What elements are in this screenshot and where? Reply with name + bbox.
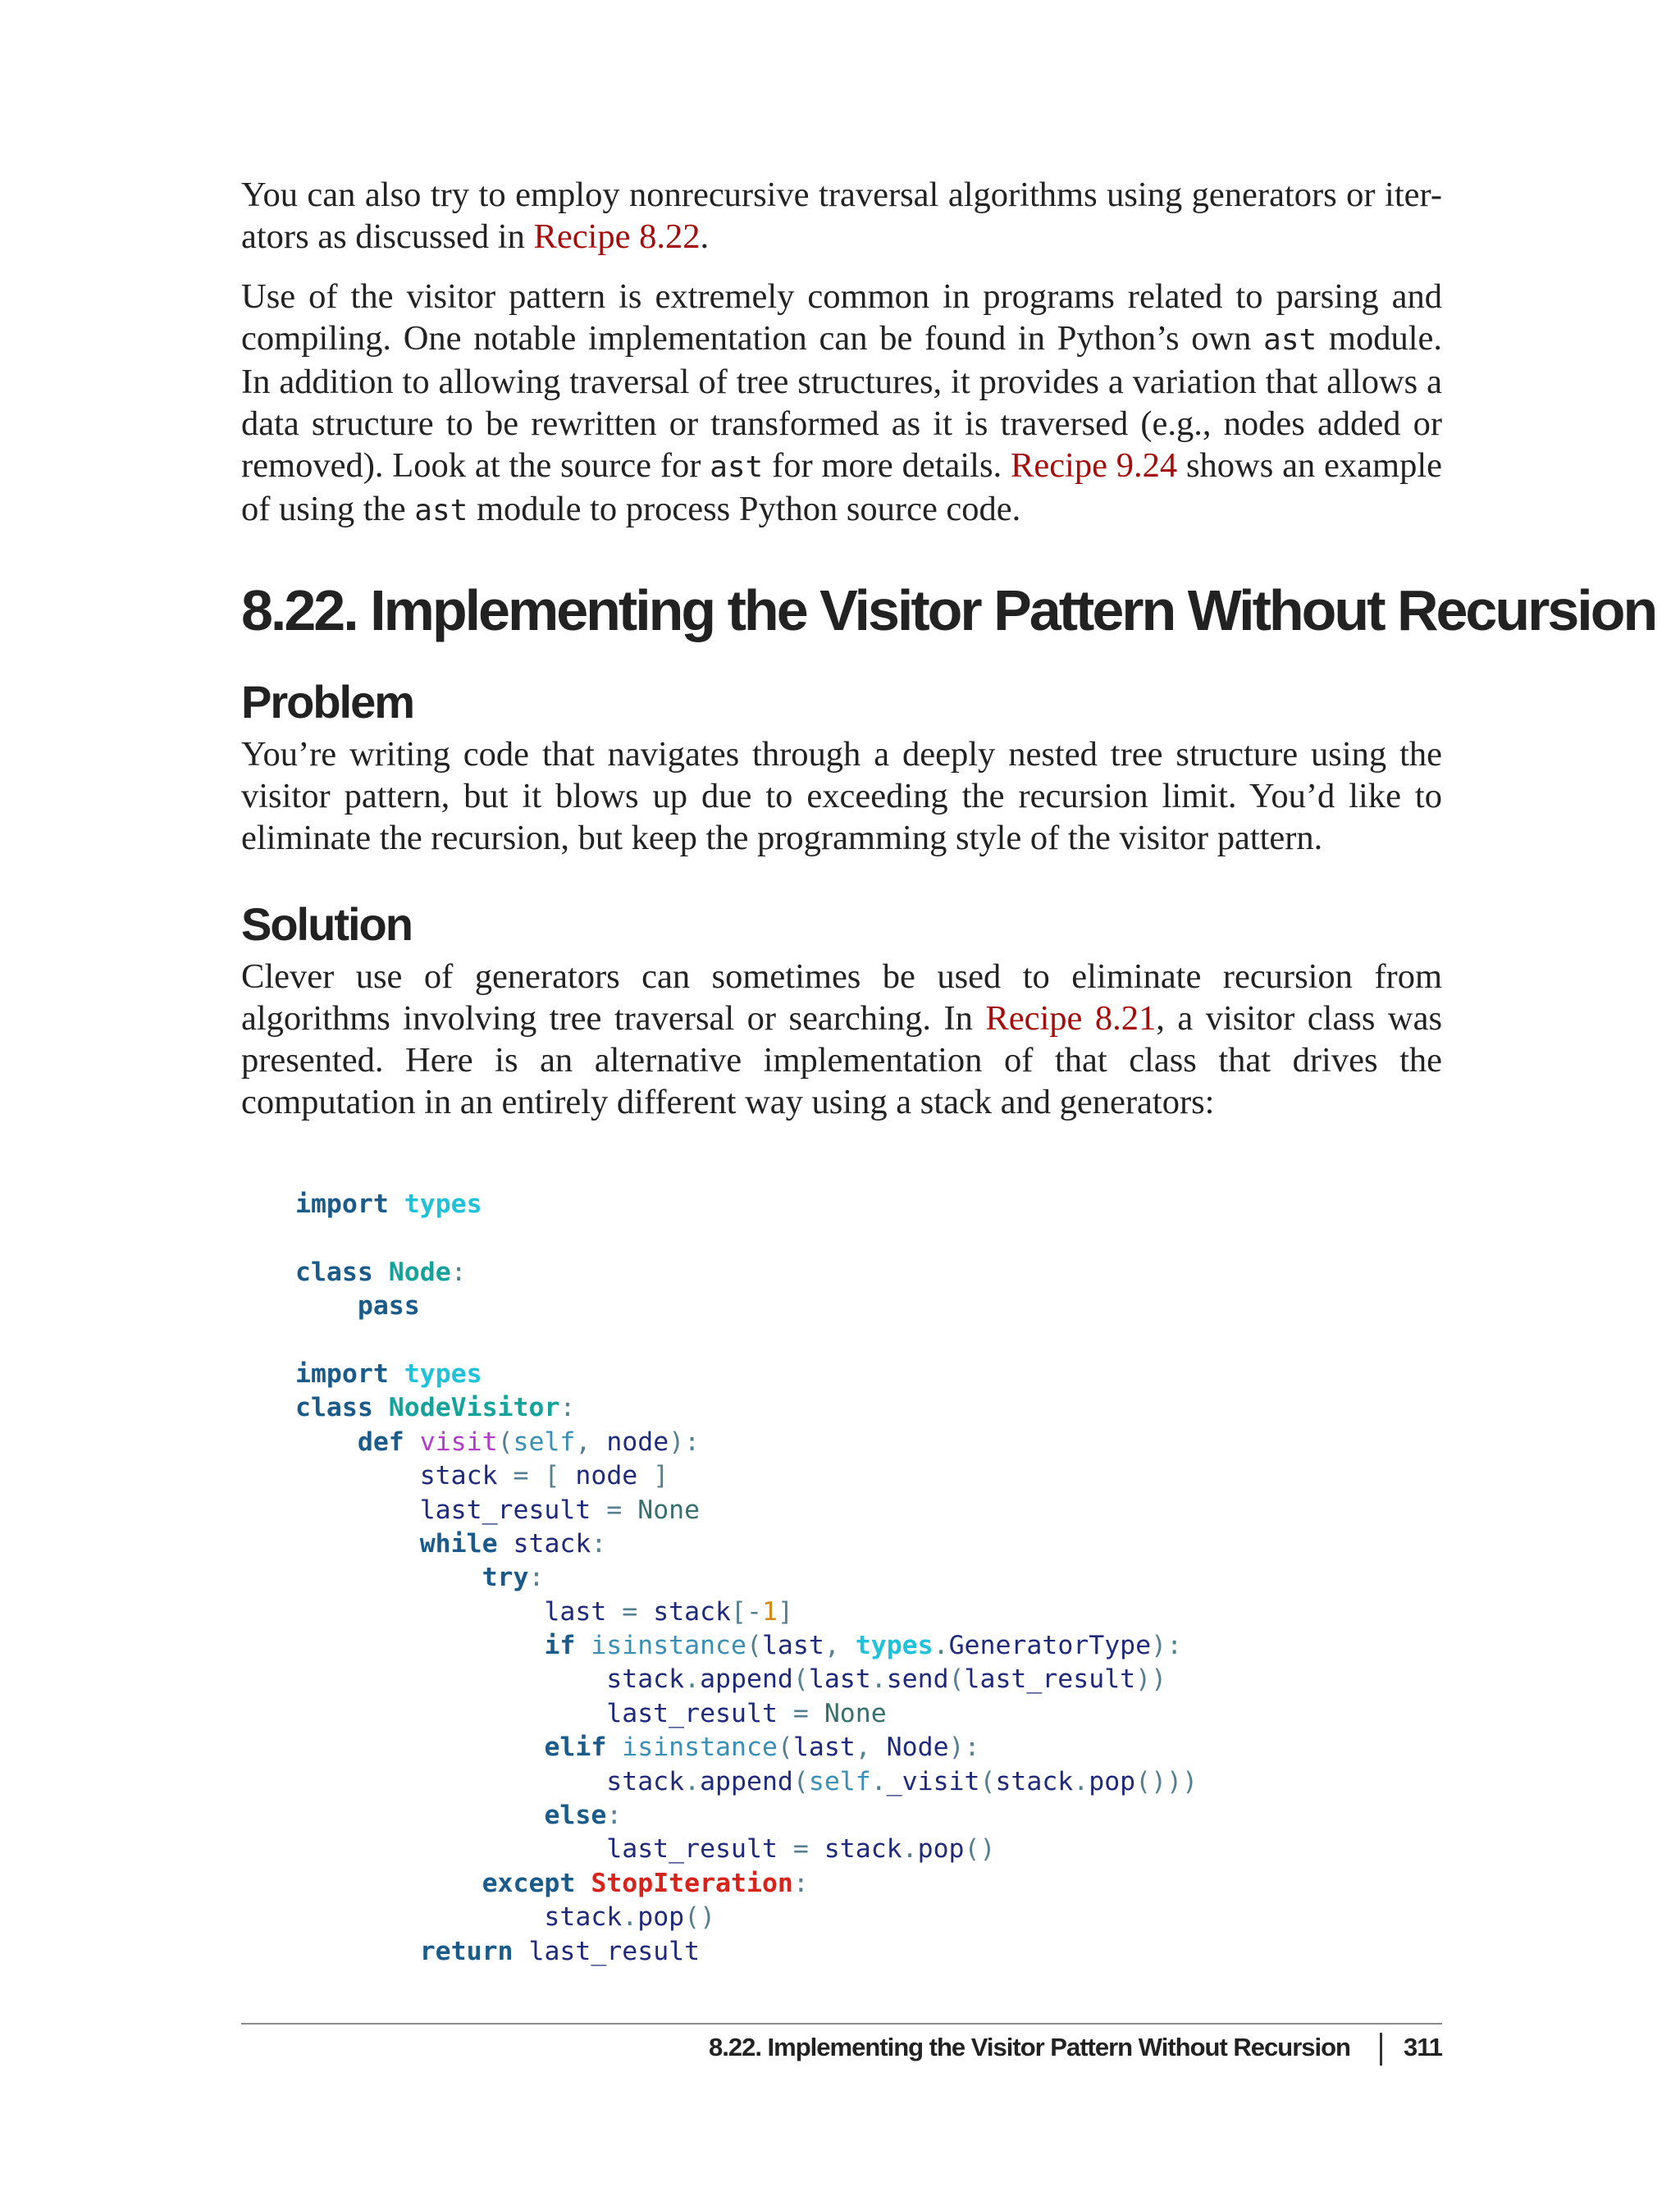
inline-code: ast bbox=[1263, 323, 1317, 357]
code-line: class Node: bbox=[295, 1257, 467, 1287]
problem-heading: Problem bbox=[241, 676, 414, 728]
link-recipe-8-22[interactable]: Recipe 8.22 bbox=[533, 217, 701, 256]
text-run: Clever use of generators can sometimes be used to eliminate recursion from algorithms involving tree traversal or searching. In bbox=[241, 957, 1442, 1038]
code-line: last_result = None bbox=[295, 1495, 701, 1525]
code-line bbox=[295, 1324, 1198, 1358]
running-title: 8.22. Implementing the Visitor Pattern Without Recursion bbox=[708, 2033, 1350, 2062]
code-line: last_result = stack.pop() bbox=[295, 1834, 996, 1865]
code-line: import types bbox=[295, 1358, 482, 1389]
intro-paragraph-2 bbox=[241, 276, 1442, 532]
text-run: You can also try to employ nonrecursive traversal algorithms using generators or iter-ators as discussed in bbox=[241, 176, 1442, 256]
text-run: shows an example of using the bbox=[241, 446, 1443, 528]
link-recipe-9-24[interactable]: Recipe 9.24 bbox=[1010, 446, 1178, 485]
code-line: while stack: bbox=[419, 1528, 607, 1559]
code-block bbox=[295, 1188, 1198, 1969]
code-line bbox=[295, 1221, 1198, 1255]
inline-code: ast bbox=[710, 450, 764, 484]
page-number: 311 bbox=[1403, 2033, 1442, 2062]
code-line: else: bbox=[544, 1801, 623, 1831]
footer-separator bbox=[1380, 2033, 1382, 2066]
code-line: last = stack[-1] bbox=[295, 1596, 793, 1627]
code-line: class NodeVisitor: bbox=[295, 1393, 576, 1423]
problem-paragraph: You’re writing code that navigates through a deeply nested tree structure using the visitor pattern, but it blows up due to exceeding the recursion limit. You’d like to eliminate the recursion, but keep the programming style of the visitor pattern. bbox=[241, 735, 1442, 857]
section-title: 8.22. Implementing the Visitor Pattern Without Recursion bbox=[241, 578, 1656, 642]
code-line: try: bbox=[482, 1563, 545, 1593]
text-run: for more details. bbox=[763, 446, 1011, 485]
solution-heading: Solution bbox=[241, 898, 412, 950]
inline-code: ast bbox=[414, 494, 468, 527]
code-line: stack.pop() bbox=[295, 1902, 716, 1933]
code-line: stack.append(self._visit(stack.pop())) bbox=[295, 1766, 1198, 1796]
page-body bbox=[241, 174, 1656, 1141]
link-recipe-8-21[interactable]: Recipe 8.21 bbox=[985, 999, 1157, 1038]
code-line: stack = [ node ] bbox=[295, 1461, 669, 1491]
code-line: def visit(self, node): bbox=[357, 1427, 701, 1457]
code-line: pass bbox=[357, 1291, 420, 1322]
text-run: . bbox=[700, 217, 710, 256]
solution-paragraph bbox=[241, 956, 1442, 1123]
intro-paragraph-1 bbox=[241, 174, 1442, 258]
code-line: return last_result bbox=[419, 1936, 701, 1966]
footer-divider bbox=[241, 2023, 1442, 2025]
text-run: Use of the visitor pattern is extremely common in programs related to parsing and compiling. One notable implementation can be found in Python’s own bbox=[241, 277, 1442, 358]
code-line: if isinstance(last, types.GeneratorType): bbox=[544, 1631, 1183, 1661]
text-run: , a visitor class was presented. Here is an alternative implementation of that class that drives the computation in an entirely different way using a stack and generators: bbox=[241, 999, 1442, 1121]
code-line: except StopIteration: bbox=[482, 1868, 809, 1898]
text-run: module. In addition to allowing traversal of tree structures, it provides a variation that allows a data structure to be rewritten or transformed as it is traversed (e.g., nodes added or removed). Look at the source for bbox=[241, 319, 1442, 485]
text-run: module to process Python source code. bbox=[468, 490, 1021, 528]
code-line: stack.append(last.send(last_result)) bbox=[295, 1664, 1167, 1695]
page-footer bbox=[709, 2033, 1442, 2066]
code-line: last_result = None bbox=[295, 1698, 887, 1728]
code-line: elif isinstance(last, Node): bbox=[544, 1732, 980, 1763]
code-line: import types bbox=[295, 1189, 482, 1219]
